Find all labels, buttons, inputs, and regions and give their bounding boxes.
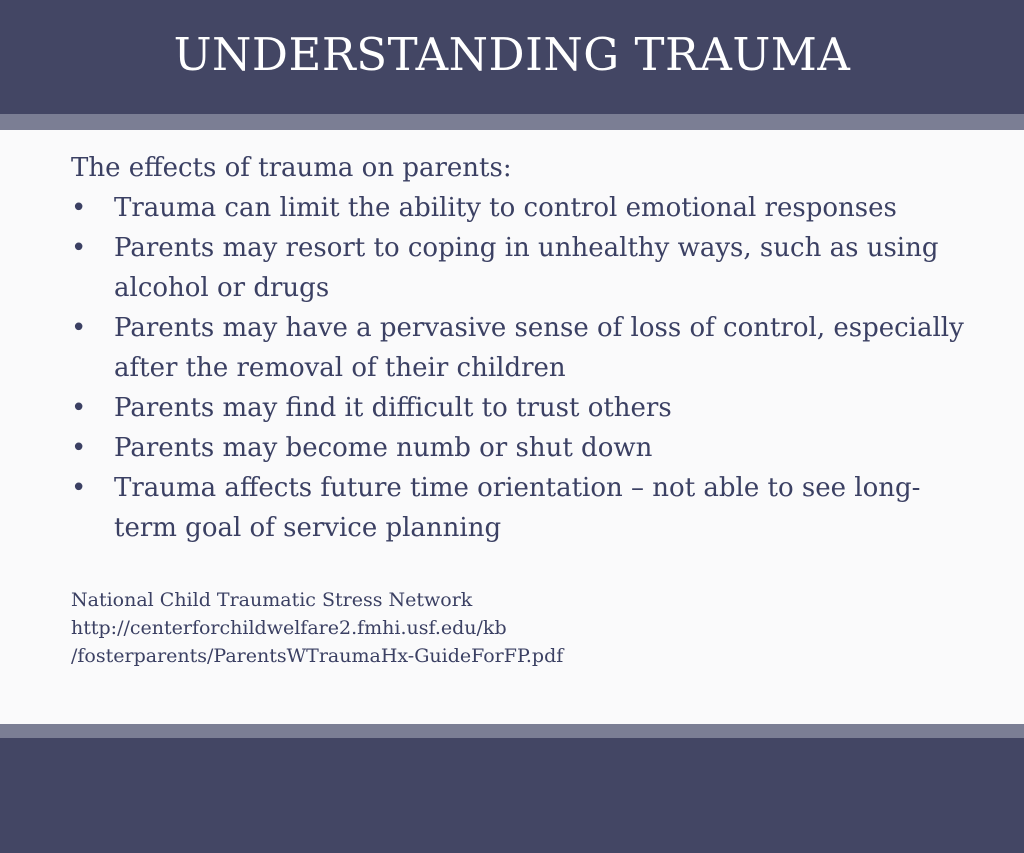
footer-band xyxy=(0,738,1024,853)
bullet-item xyxy=(71,308,971,388)
bullet-item xyxy=(71,188,971,228)
bullet-icon: • xyxy=(71,313,87,343)
bullet-text: Parents may have a pervasive sense of loss of control, especially after the removal of their children xyxy=(114,313,964,383)
bullet-item xyxy=(71,428,971,468)
slide-content xyxy=(71,148,971,670)
bullet-icon: • xyxy=(71,433,87,463)
bullet-item xyxy=(71,228,971,308)
bullet-text: Parents may become numb or shut down xyxy=(114,433,653,463)
bullet-icon: • xyxy=(71,393,87,423)
bullet-item xyxy=(71,468,971,548)
bullet-icon: • xyxy=(71,193,87,223)
source-org: National Child Traumatic Stress Network xyxy=(71,589,473,611)
bullet-item xyxy=(71,388,971,428)
bullet-text: Parents may find it difficult to trust others xyxy=(114,393,672,423)
bullet-text: Parents may resort to coping in unhealthy ways, such as using alcohol or drugs xyxy=(114,233,939,303)
intro-text: The effects of trauma on parents: xyxy=(71,153,512,183)
bullet-icon: • xyxy=(71,233,87,263)
footer-stripe xyxy=(0,724,1024,738)
source-url-line-2: /fosterparents/ParentsWTraumaHx-GuideForFP.pdf xyxy=(71,645,564,667)
header-stripe xyxy=(0,114,1024,130)
source-citation xyxy=(71,586,971,670)
source-url-line-1: http://centerforchildwelfare2.fmhi.usf.edu/kb xyxy=(71,617,507,639)
slide-title: UNDERSTANDING TRAUMA xyxy=(173,28,851,81)
bullet-list xyxy=(71,188,971,548)
bullet-icon: • xyxy=(71,473,87,503)
bullet-text: Trauma affects future time orientation – not able to see long-term goal of service planning xyxy=(114,473,921,543)
bullet-text: Trauma can limit the ability to control emotional responses xyxy=(114,193,897,223)
